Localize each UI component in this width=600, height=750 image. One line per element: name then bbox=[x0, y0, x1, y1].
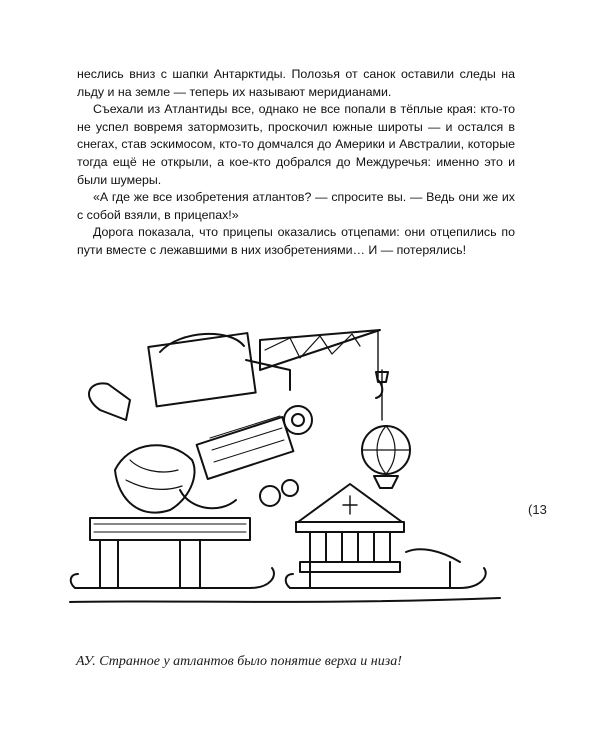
body-text bbox=[77, 66, 515, 260]
left-sled-runner bbox=[75, 568, 274, 588]
paragraph-1: неслись вниз с шапки Антарктиды. Полозья от санок оставили следы на льду и на земле — теперь их называют меридианами. bbox=[77, 67, 515, 99]
ground-line bbox=[70, 598, 500, 602]
temple-base bbox=[296, 522, 404, 532]
left-trailer bbox=[90, 518, 250, 540]
cannon-barrel bbox=[197, 417, 294, 479]
illustration-caption: АУ. Странное у атлантов было понятие верха и низа! bbox=[76, 654, 402, 669]
paragraph-3: «А где же все изобретения атлантов? — спросите вы. — Ведь они же их с собой взяли, в прицепах!» bbox=[77, 190, 515, 222]
paragraph-2: Съехали из Атлантиды все, однако не все попали в тёплые края: кто-то не успел вовремя затормозить, проскочил южные широты — и остался в снегах, став эскимосом, кто-то домчался до Америки и Австралии, которые тогда ещё не открыли, а кое-кто добрался до Междуречья: именно это и были шумеры. bbox=[77, 102, 515, 187]
paragraph-4: Дорога показала, что прицепы оказались отцепами: они отцепились по пути вместе с лежавшими в них изобретениями… И — потерялись! bbox=[77, 225, 515, 257]
page-number: (13 bbox=[528, 502, 547, 517]
page-number-value: 13 bbox=[532, 502, 547, 517]
boot bbox=[89, 383, 130, 420]
gramophone-horn bbox=[115, 445, 195, 512]
sewing-machine bbox=[148, 333, 255, 406]
sled-illustration bbox=[60, 300, 530, 630]
